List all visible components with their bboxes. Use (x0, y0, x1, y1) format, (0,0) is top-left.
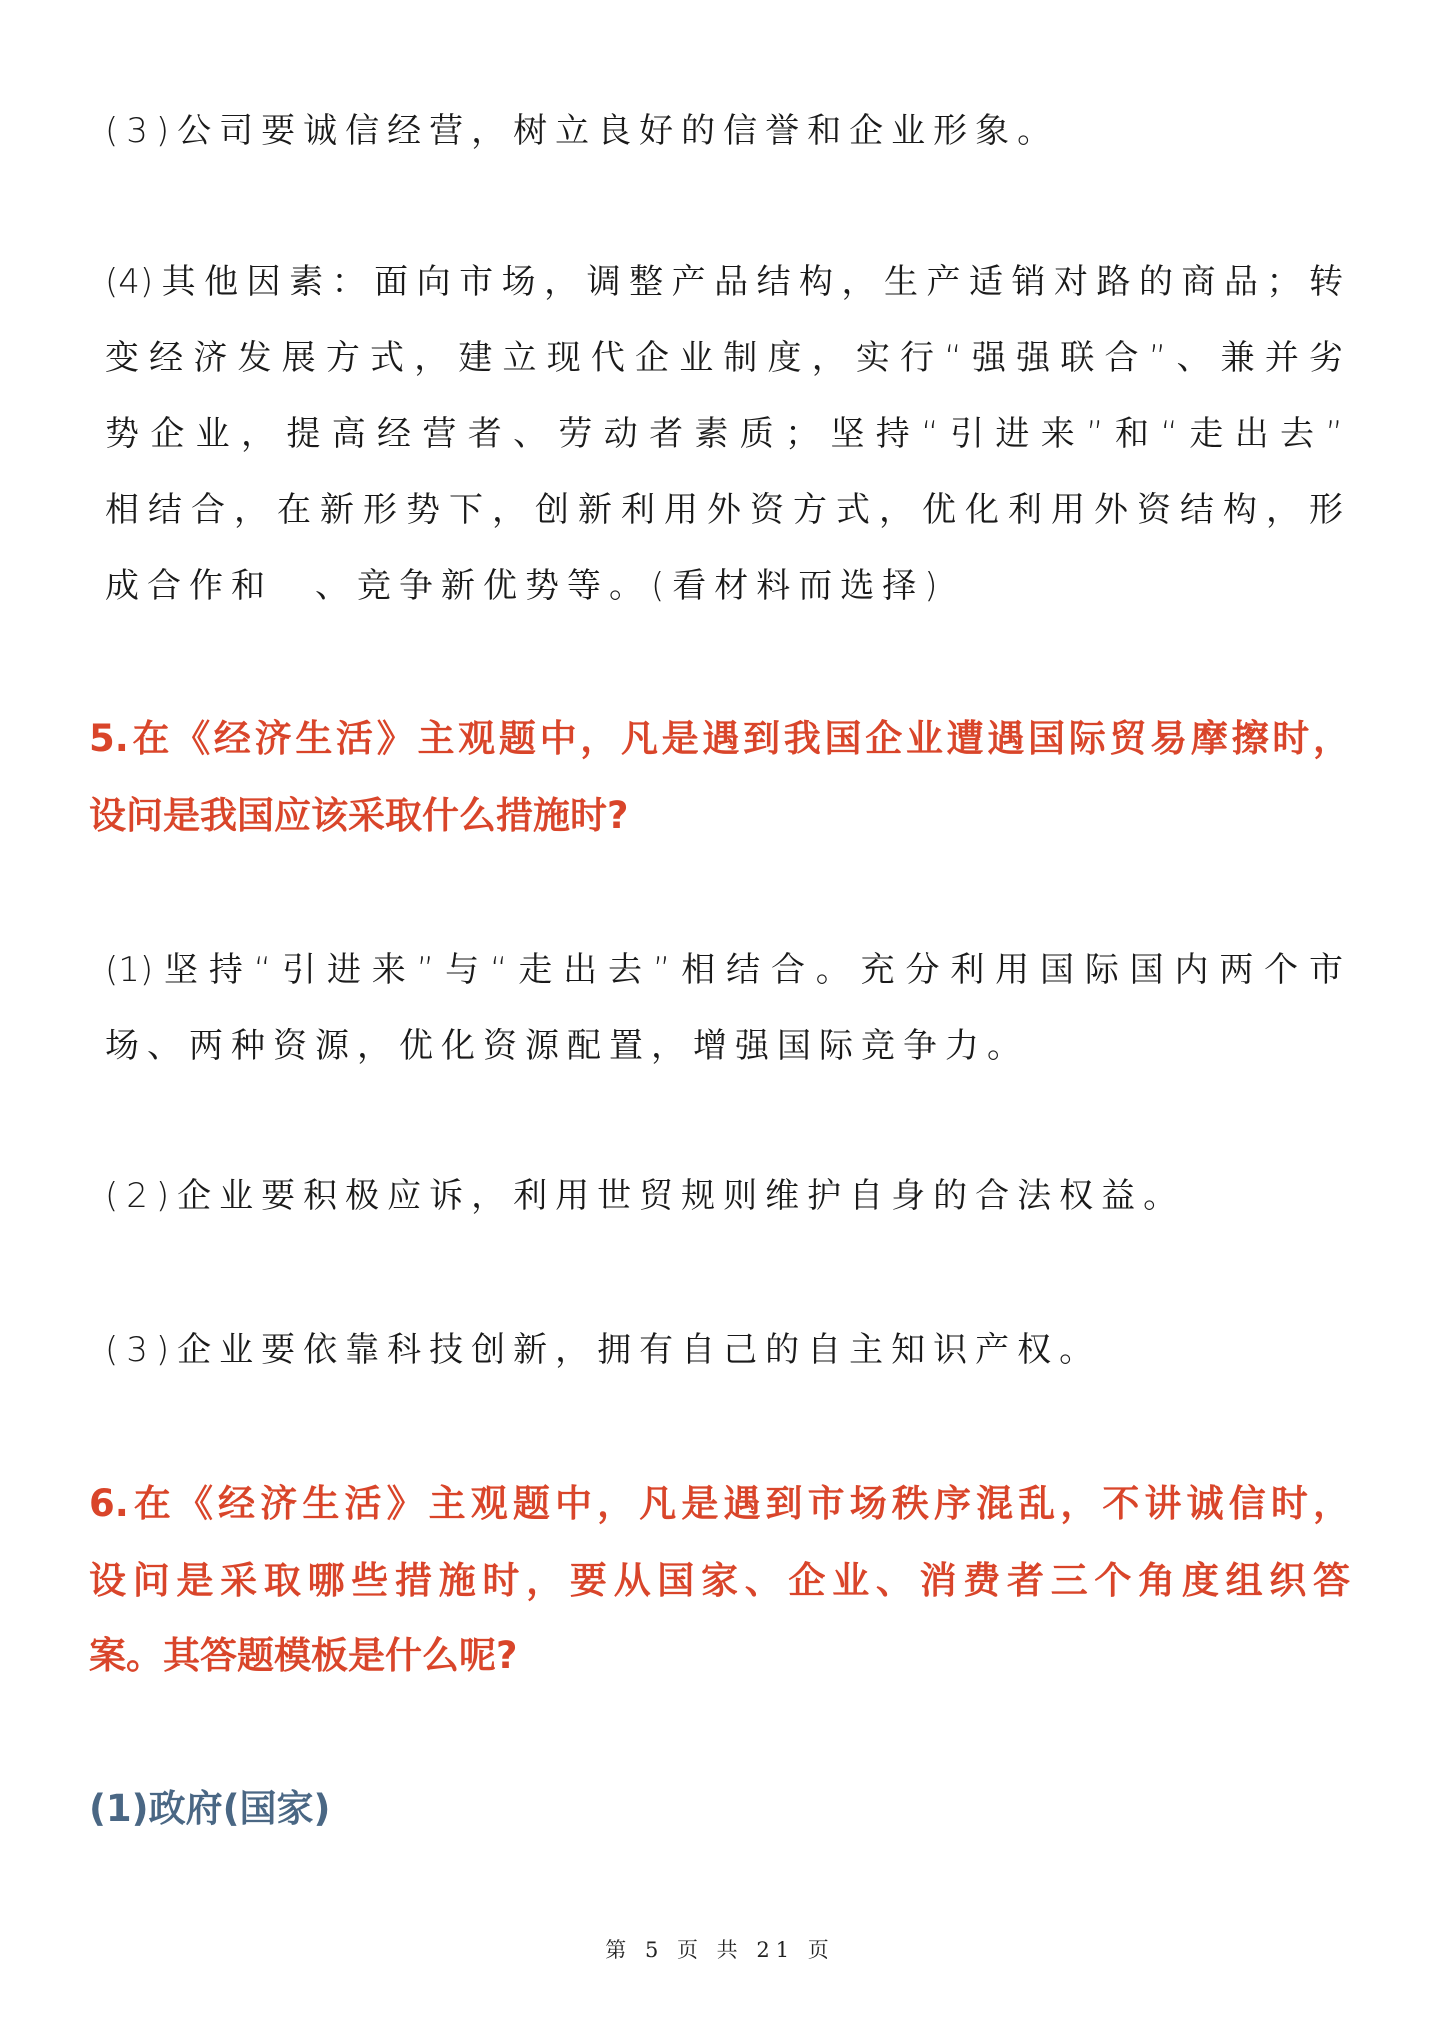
text-line: (4)其他因素：面向市场，调整产品结构，生产适销对路的商品；转 (105, 262, 1343, 302)
text-line: 变经济发展方式，建立现代企业制度，实行“强强联合”、兼并劣 (105, 338, 1343, 378)
subheading-government: (1)政府(国家) (89, 1787, 331, 1830)
text-line: 相结合，在新形势下，创新利用外资方式，优化利用外资结构，形 (105, 490, 1343, 530)
text-line: 成合作和 、竞争新优势等。(看材料而选择) (105, 566, 946, 606)
heading-line: 6.在《经济生活》主观题中，凡是遇到市场秩序混乱，不讲诚信时， (89, 1482, 1350, 1525)
text-line: 势企业，提高经营者、劳动者素质；坚持“引进来”和“走出去” (105, 414, 1343, 454)
heading-line: 设问是采取哪些措施时，要从国家、企业、消费者三个角度组织答 (89, 1559, 1350, 1602)
text-line: (2)企业要积极应诉，利用世贸规则维护自身的合法权益。 (105, 1176, 1186, 1216)
heading-line: 案。其答题模板是什么呢? (89, 1634, 518, 1677)
heading-line: 设问是我国应该采取什么措施时? (89, 794, 629, 837)
text-line: 场、两种资源，优化资源配置，增强国际竞争力。 (105, 1026, 1029, 1066)
heading-line: 5.在《经济生活》主观题中，凡是遇到我国企业遭遇国际贸易摩擦时， (89, 717, 1350, 760)
text-line: (3)公司要诚信经营，树立良好的信誉和企业形象。 (105, 111, 1060, 151)
page-footer: 第 5 页 共 21 页 (605, 1938, 835, 1962)
text-line: (1)坚持“引进来”与“走出去”相结合。充分利用国际国内两个市 (105, 950, 1343, 990)
text-line: (3)企业要依靠科技创新，拥有自己的自主知识产权。 (105, 1330, 1102, 1370)
